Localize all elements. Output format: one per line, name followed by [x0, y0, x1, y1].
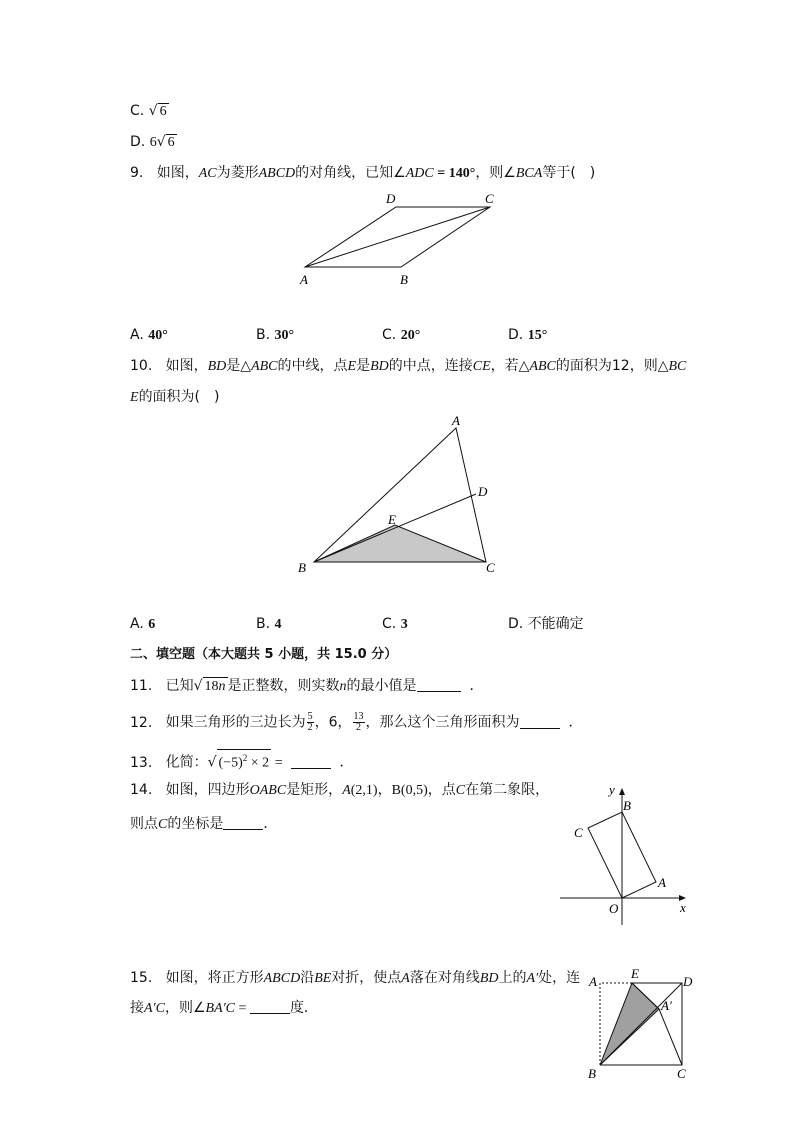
option-d-label: D.	[130, 134, 146, 150]
text: 对折，使点	[331, 970, 402, 986]
numerator: 13	[353, 711, 364, 722]
option-c-radicand: 6	[159, 104, 167, 119]
math-var: CE	[472, 359, 491, 374]
math-var: A	[342, 783, 351, 798]
radical-sign: √	[193, 678, 203, 694]
label-c: C	[485, 191, 494, 206]
text: 上的	[498, 970, 527, 986]
y-axis-arrow	[619, 788, 625, 795]
answer-blank[interactable]	[223, 815, 263, 830]
option-c-label: C.	[130, 103, 145, 119]
choice-value: 不能确定	[527, 616, 584, 632]
math-var: C	[455, 783, 466, 798]
equals: =	[271, 755, 287, 771]
choice-label: B.	[256, 327, 271, 343]
radicand: (−5)	[218, 755, 243, 771]
text: 的中线，点	[277, 358, 348, 374]
math-value: = 140°	[433, 166, 476, 181]
math-var: AC	[198, 166, 217, 181]
choice-label: A.	[130, 616, 144, 632]
choice-value: 30°	[274, 328, 295, 343]
question-11-text	[130, 676, 483, 697]
text: ，那么这个三角形面积为	[365, 714, 520, 731]
text: 则点	[130, 816, 158, 832]
option-d-radicand: 6	[167, 135, 175, 150]
question-12-text	[130, 712, 582, 733]
label-b: B	[298, 560, 306, 575]
q10-choice-c	[382, 614, 408, 635]
text: ，	[377, 782, 392, 798]
equals: =	[235, 1001, 250, 1016]
math-var: A′C	[144, 1001, 165, 1016]
text: 的中点，连接	[388, 358, 473, 374]
triangle-figure	[290, 410, 510, 585]
math-value: B(0,5)	[391, 783, 428, 798]
question-10-text-line2	[130, 387, 220, 408]
question-number: 9.	[130, 165, 144, 181]
q9-choice-b	[256, 325, 294, 346]
denominator: 2	[307, 722, 313, 733]
answer-blank[interactable]	[291, 754, 331, 769]
text: ，6，	[314, 714, 352, 731]
text: 的面积为12，则△	[555, 358, 669, 374]
label-d: D	[386, 191, 396, 206]
label-o: O	[609, 901, 619, 916]
exponent: 2	[242, 753, 248, 763]
math-var: n	[339, 679, 347, 694]
math-var: ADC	[405, 166, 434, 181]
text: 如果三角形的三边长为	[165, 714, 306, 731]
math-var: BE	[314, 971, 332, 986]
choice-value: 20°	[400, 328, 421, 343]
question-14-text-line2	[130, 814, 277, 835]
text: 度．	[289, 1000, 318, 1016]
label-b: B	[623, 798, 631, 813]
label-e: E	[631, 966, 639, 981]
shaded-triangle-bce	[314, 525, 486, 562]
text: 已知	[165, 678, 194, 694]
text: 接	[130, 1000, 144, 1016]
numerator: 5	[307, 711, 313, 722]
rectangle-coordinate-figure	[555, 780, 695, 930]
q9-choice-d	[508, 325, 547, 346]
text: 如图，	[156, 165, 199, 181]
text: 的面积为( )	[138, 389, 220, 405]
label-a: A	[452, 413, 460, 428]
q10-choice-a	[130, 614, 155, 635]
label-c: C	[574, 825, 583, 840]
text: 等于( )	[542, 165, 596, 181]
text: 落在对角线	[409, 970, 480, 986]
text: ，则∠	[164, 1000, 206, 1016]
question-9-text	[130, 163, 595, 184]
math-value: (2,1)	[350, 783, 378, 798]
label-y: y	[609, 782, 615, 797]
choice-value: 4	[274, 617, 282, 632]
text: 是	[356, 358, 371, 374]
text: ．	[568, 714, 583, 731]
question-14-text	[130, 780, 549, 801]
answer-blank[interactable]	[520, 714, 560, 729]
label-b: B	[588, 1066, 596, 1081]
text: 的最小值是	[346, 678, 417, 694]
choice-label: C.	[382, 616, 397, 632]
question-number: 10.	[130, 358, 153, 374]
question-15-text-line2	[130, 998, 318, 1019]
math-var: C	[158, 817, 168, 832]
math-var: ABC	[529, 359, 556, 374]
question-13-text	[130, 749, 353, 774]
rhombus-figure	[290, 188, 510, 288]
choice-label: B.	[256, 616, 271, 632]
question-number: 15.	[130, 970, 153, 986]
question-15-text	[130, 968, 580, 989]
label-a: A	[300, 272, 308, 287]
text: 是矩形，	[286, 782, 343, 798]
question-number: 12.	[130, 714, 153, 731]
choice-label: C.	[382, 327, 397, 343]
fraction-5-2	[307, 712, 314, 733]
text: ，则∠	[475, 165, 516, 181]
q9-choice-a	[130, 325, 168, 346]
radical-sign: √	[148, 103, 158, 119]
text: 如图，	[165, 358, 208, 374]
label-a-prime: A′	[661, 998, 672, 1013]
math-var: BD	[370, 359, 389, 374]
text: ，若△	[490, 358, 530, 374]
question-number: 13.	[130, 754, 153, 771]
radical-sign: √	[207, 754, 217, 771]
text: 沿	[300, 970, 315, 986]
q10-choice-d	[508, 614, 584, 634]
text: 是△	[226, 358, 252, 374]
question-10-text	[130, 356, 686, 377]
math-var: ABC	[251, 359, 278, 374]
section-heading: 二、填空题（本大题共 5 小题，共 15.0 分）	[130, 647, 398, 662]
math-var: BD	[479, 971, 499, 986]
q9-choice-c	[382, 325, 420, 346]
text: ．	[339, 754, 354, 771]
text: ．	[469, 678, 484, 694]
q10-choice-b	[256, 614, 282, 635]
text: 化简：	[165, 754, 208, 771]
option-c	[130, 101, 169, 121]
segment-a-prime-c	[659, 1009, 682, 1065]
label-d: D	[478, 484, 488, 499]
square-fold-figure	[583, 962, 703, 1082]
choice-value: 6	[148, 617, 156, 632]
math-var: A′	[526, 971, 539, 986]
label-b: B	[400, 272, 408, 287]
math-var: E	[130, 390, 139, 405]
choice-value: 40°	[148, 328, 168, 343]
choice-label: A.	[130, 327, 144, 343]
question-number: 14.	[130, 782, 153, 798]
label-c: C	[677, 1066, 686, 1081]
choice-value: 3	[400, 617, 408, 632]
math-var: ABCD	[258, 166, 296, 181]
question-number: 11.	[130, 678, 153, 694]
text: ．	[263, 816, 278, 832]
radical-sign: √	[156, 134, 166, 150]
math-var: BC	[668, 359, 687, 374]
text: 在第二象限，	[465, 782, 550, 798]
option-d-coefficient: 6	[149, 135, 157, 150]
option-d	[130, 132, 177, 153]
shaded-triangle-bea	[600, 983, 659, 1065]
text: 处，连	[538, 970, 581, 986]
math-var: A	[401, 971, 410, 986]
label-x: x	[680, 900, 686, 915]
text: 如图，四边形	[165, 782, 250, 798]
math-var: BCA	[515, 166, 543, 181]
math-var: n	[218, 679, 226, 694]
choice-label: D.	[508, 616, 524, 632]
math-var: BA′C	[205, 1001, 236, 1016]
text: 的坐标是	[167, 816, 224, 832]
label-e: E	[388, 512, 396, 527]
text: 是正整数，则实数	[227, 678, 340, 694]
math-var: E	[347, 359, 357, 374]
choice-label: D.	[508, 327, 524, 343]
answer-blank[interactable]	[417, 677, 461, 692]
math-var: BD	[207, 359, 227, 374]
math-var: OABC	[249, 783, 287, 798]
label-a: A	[589, 974, 597, 989]
diagonal-ac	[305, 207, 490, 267]
label-d: D	[683, 974, 693, 989]
choice-value: 15°	[527, 328, 548, 343]
math-var: ABCD	[263, 971, 301, 986]
text: 的对角线，已知∠	[295, 165, 406, 181]
denominator: 2	[356, 722, 362, 733]
label-a: A	[658, 875, 666, 890]
text: ，点	[427, 782, 456, 798]
text: 为菱形	[216, 165, 259, 181]
fraction-13-2	[353, 712, 365, 733]
answer-blank[interactable]	[250, 999, 290, 1014]
radicand: × 2	[247, 755, 270, 771]
radicand: 18	[204, 679, 219, 694]
text: 如图，将正方形	[165, 970, 264, 986]
label-c: C	[486, 560, 495, 575]
